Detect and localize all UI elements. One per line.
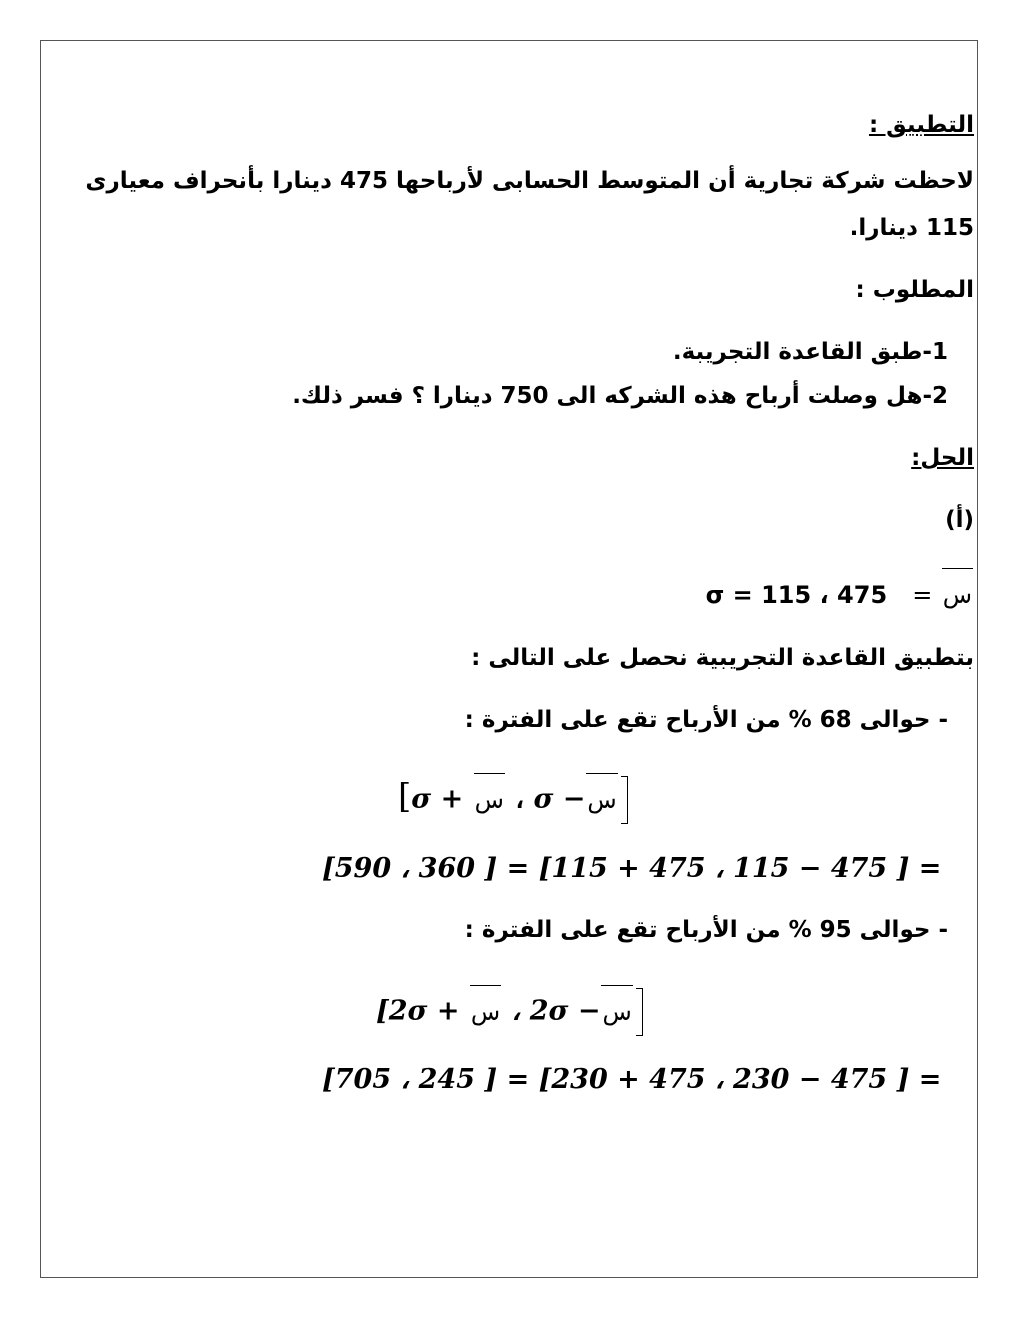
bullet-68: - حوالى 68 % من الأرباح تقع على الفترة : (464, 707, 948, 733)
bullet-95: - حوالى 95 % من الأرباح تقع على الفترة : (464, 917, 948, 943)
interval-68-open: [ (398, 776, 412, 817)
applying-rule-text: بتطبيق القاعدة التجريبية نحصل على التالى : (471, 645, 974, 671)
given-sd-value: 115 (761, 581, 812, 609)
given-separator: ، (819, 581, 829, 609)
problem-line-2: 115 دينارا. (849, 215, 974, 241)
given-values (706, 578, 974, 612)
interval-95-sep: ، 2σ − (511, 995, 601, 1027)
interval-68-sigma-a: σ (411, 783, 432, 815)
section-title: التطبيق : (868, 112, 974, 138)
result-68: [590 ، 360 ] = [115 + 475 ، 115 − 475 ] = (322, 853, 942, 884)
given-equals: = (912, 581, 933, 609)
interval-68-close (621, 776, 628, 824)
problem-line-1: لاحظت شركة تجارية أن المتوسط الحسابى لأرباحها 475 دينارا بأنحراف معيارى (85, 168, 974, 194)
interval-95-mean-a: س (469, 995, 502, 1029)
interval-95-close (636, 988, 643, 1036)
required-heading: المطلوب : (855, 277, 974, 303)
interval-68-mean-b: س (585, 783, 618, 817)
interval-95-mean-b: س (600, 995, 633, 1029)
interval-68-formula (398, 776, 628, 824)
task-1: 1-طبق القاعدة التجريبة. (672, 339, 948, 365)
solution-heading: الحل: (911, 445, 974, 471)
interval-68-sigma-b: σ (533, 783, 554, 815)
interval-68-minus: − (562, 783, 586, 815)
interval-95-formula (376, 988, 643, 1036)
interval-95-open: [2σ + (376, 995, 460, 1027)
result-95: [705 ، 245 ] = [230 + 475 ، 230 − 475 ] = (322, 1064, 942, 1095)
task-2: 2-هل وصلت أرباح هذه الشركه الى 750 دينارا ؟ فسر ذلك. (292, 383, 948, 409)
interval-68-sep: ، (515, 783, 525, 815)
given-sigma: σ = (705, 581, 753, 609)
interval-68-plus: + (440, 783, 464, 815)
given-mean-value: 475 (837, 581, 888, 609)
interval-68-mean-a: س (473, 783, 506, 817)
mean-symbol: س (941, 578, 974, 612)
part-label: (أ) (945, 507, 974, 533)
